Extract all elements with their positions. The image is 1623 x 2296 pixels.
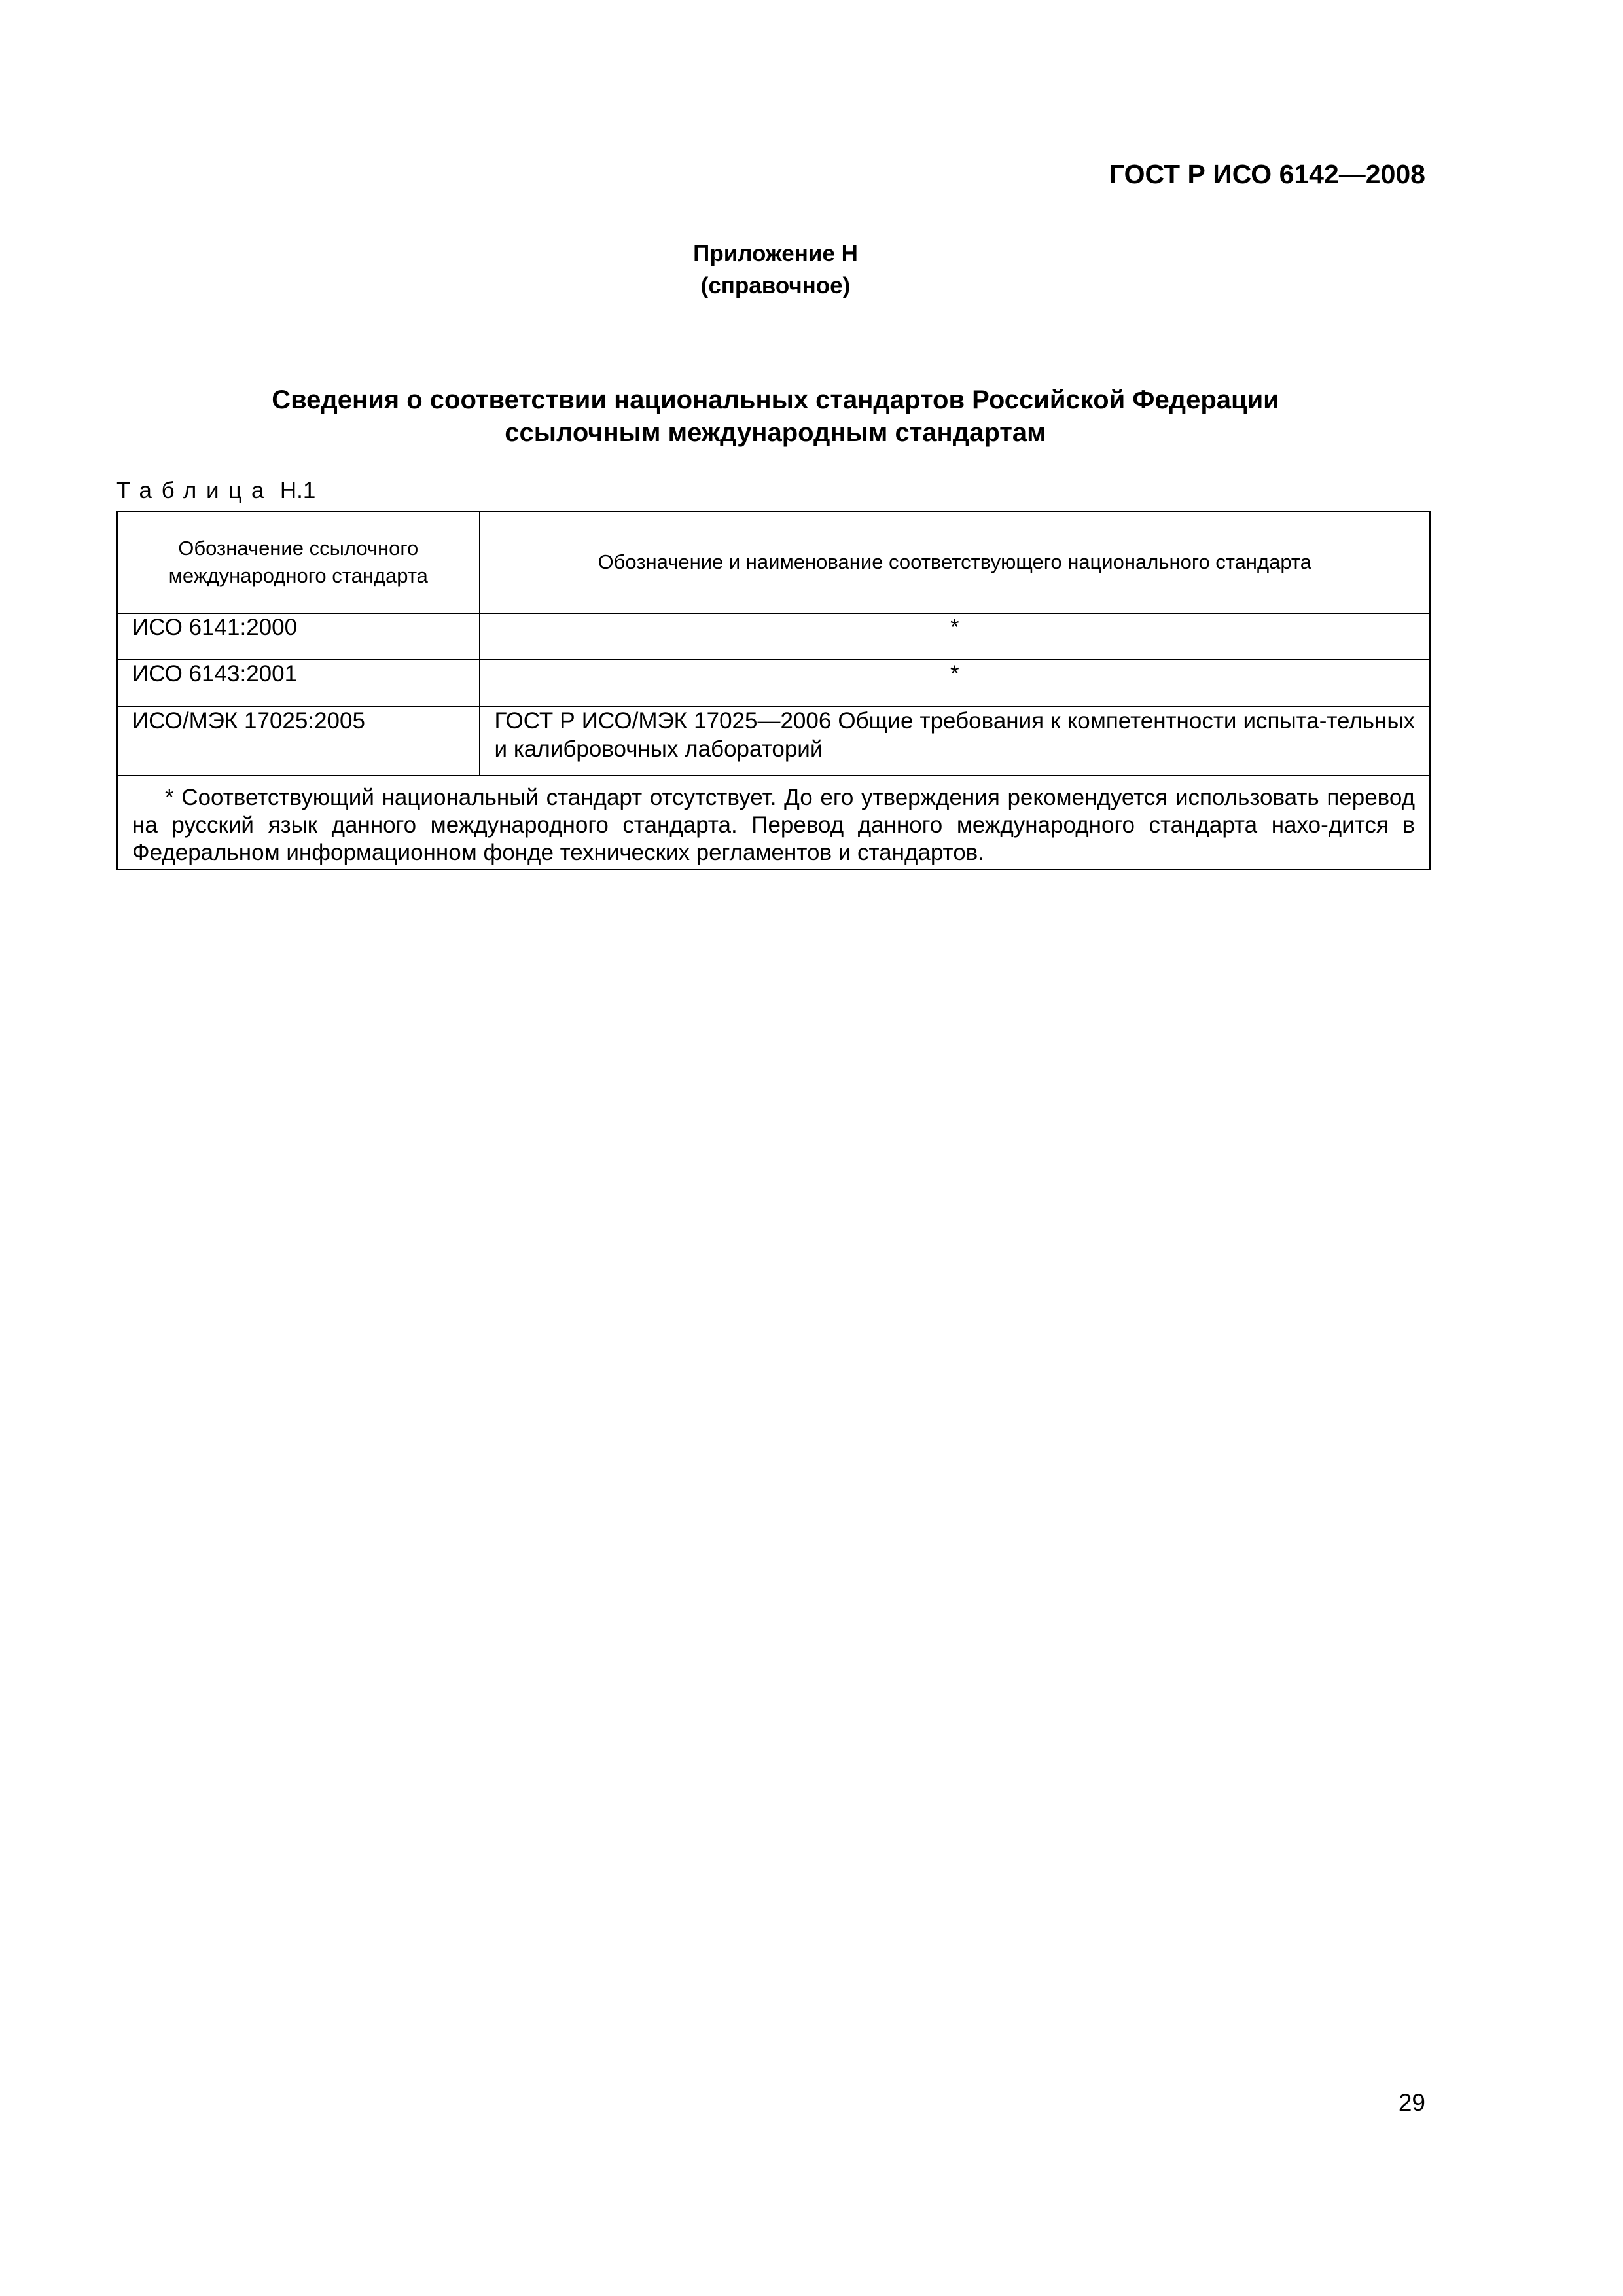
cell-national-standard: ГОСТ Р ИСО/МЭК 17025—2006 Общие требования к компетентности испыта-тельных и калибровочных лабораторий (480, 706, 1430, 776)
table-caption-word: Таблица (116, 478, 274, 503)
document-code: ГОСТ Р ИСО 6142—2008 (1109, 159, 1425, 189)
table-row (117, 660, 1430, 706)
page-number: 29 (1398, 2089, 1425, 2116)
cell-national-standard: * (480, 660, 1430, 706)
table-footnote: * Соответствующий национальный стандарт отсутствует. До его утверждения рекомендуется использовать перевод на русский язык данного международного стандарта. Перевод данного международного стандарта нахо-дится в Федеральном информационном фонде технических регламентов и стандартов. (117, 776, 1430, 870)
table-caption-number: Н.1 (279, 478, 316, 503)
table-caption (116, 478, 315, 504)
appendix-type: (справочное) (700, 273, 851, 298)
cell-international-standard: ИСО/МЭК 17025:2005 (117, 706, 480, 776)
section-title-line-2: ссылочным международным стандартам (505, 418, 1046, 447)
section-title (0, 384, 1551, 449)
standards-table (116, 511, 1431, 870)
cell-international-standard: ИСО 6143:2001 (117, 660, 480, 706)
table-row (117, 706, 1430, 776)
table-row (117, 613, 1430, 660)
table-header-row (117, 511, 1430, 613)
cell-international-standard: ИСО 6141:2000 (117, 613, 480, 660)
section-title-line-1: Сведения о соответствии национальных стандартов Российской Федерации (272, 386, 1279, 414)
header-international-standard: Обозначение ссылочного международного стандарта (117, 511, 480, 613)
appendix-title: Приложение Н (693, 241, 858, 266)
appendix-heading (0, 238, 1551, 302)
header-national-standard: Обозначение и наименование соответствующего национального стандарта (480, 511, 1430, 613)
table-footnote-row (117, 776, 1430, 870)
cell-national-standard: * (480, 613, 1430, 660)
